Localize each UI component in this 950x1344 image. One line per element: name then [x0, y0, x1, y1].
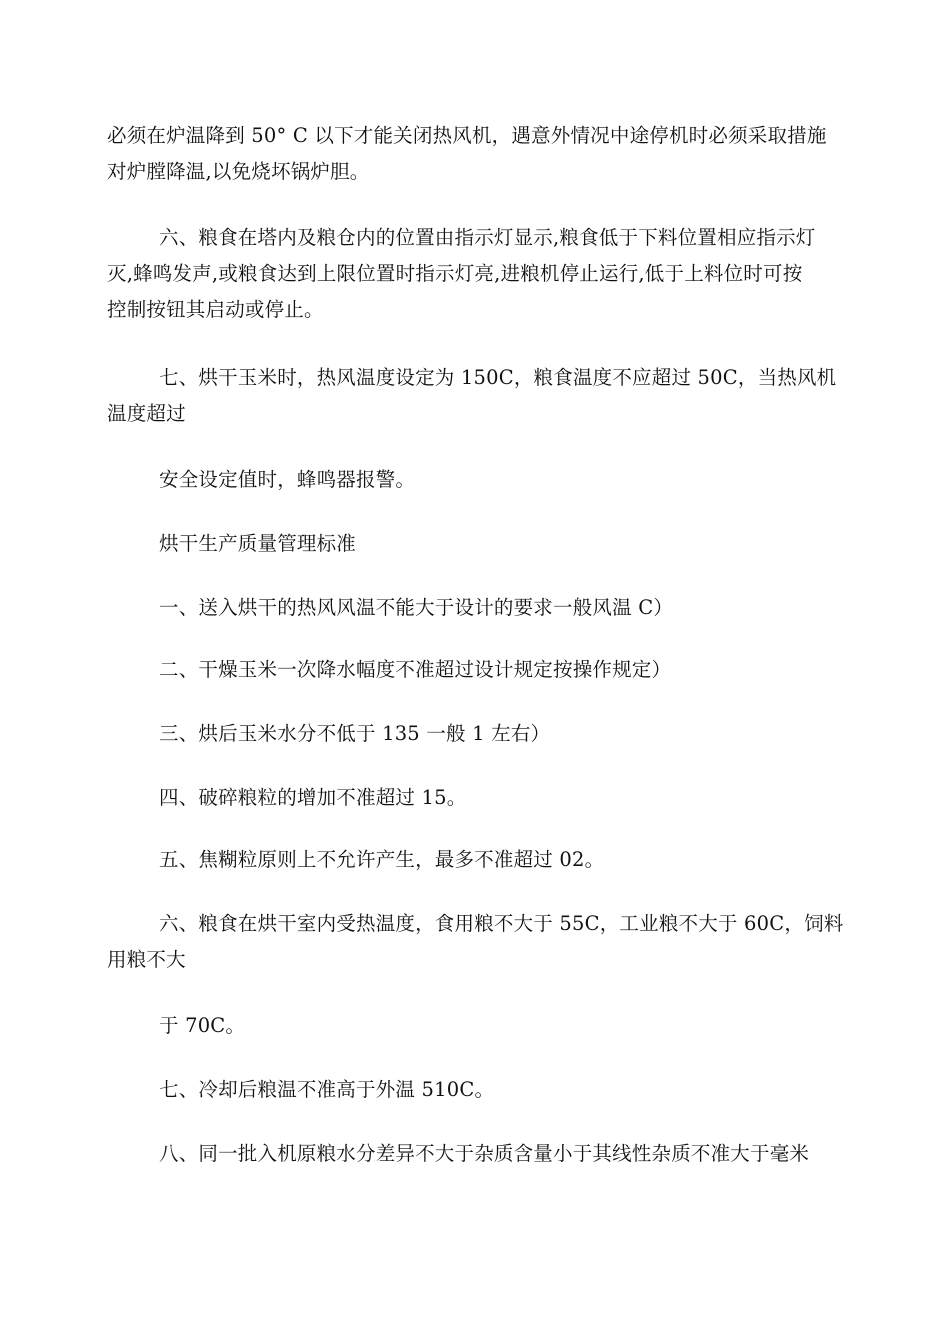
- text-line: 必须在炉温降到 50° C 以下才能关闭热风机，遇意外情况中途停机时必须采取措施: [107, 124, 827, 147]
- text-line: 烘干生产质量管理标准: [159, 532, 357, 555]
- standard-item-7: [107, 1072, 842, 1108]
- text-line: 灭,蜂鸣发声,或粮食达到上限位置时指示灯亮,进粮机停止运行,低于上料位时可按: [107, 262, 803, 285]
- standard-item-4: [107, 780, 842, 816]
- text-line: 三、烘后玉米水分不低于 135 一般 1 左右）: [159, 722, 551, 745]
- text-line: 一、送入烘干的热风风温不能大于设计的要求一般风温 C）: [159, 596, 674, 619]
- text-line: 四、破碎粮粒的增加不准超过 15。: [159, 786, 467, 809]
- standard-item-6: [107, 906, 842, 978]
- paragraph-corn-drying-temperature: [107, 360, 842, 432]
- text-line: 七、冷却后粮温不准高于外温 510C。: [159, 1078, 495, 1101]
- standard-item-1: [107, 590, 842, 626]
- paragraph-shutdown-temperature: [107, 118, 842, 190]
- text-line: 五、焦糊粒原则上不允许产生，最多不准超过 02。: [159, 848, 605, 871]
- text-line: 于 70C。: [159, 1014, 246, 1037]
- paragraph-alarm: [107, 462, 842, 498]
- text-line: 二、干燥玉米一次降水幅度不准超过设计规定按操作规定）: [159, 658, 672, 681]
- text-line: 六、粮食在塔内及粮仓内的位置由指示灯显示,粮食低于下料位置相应指示灯: [159, 226, 816, 249]
- text-line: 六、粮食在烘干室内受热温度，食用粮不大于 55C，工业粮不大于 60C，饲料: [159, 912, 844, 935]
- standard-item-5: [107, 842, 842, 878]
- text-line: 七、烘干玉米时，热风温度设定为 150C，粮食温度不应超过 50C，当热风机: [159, 366, 837, 389]
- section-heading-quality-standard: [107, 526, 842, 562]
- standard-item-2: [107, 652, 842, 688]
- text-line: 对炉膛降温,以免烧坏锅炉胆。: [107, 160, 370, 183]
- text-line: 用粮不大: [107, 948, 186, 971]
- text-line: 控制按钮其启动或停止。: [107, 298, 324, 321]
- standard-item-8: [107, 1136, 842, 1172]
- text-line: 温度超过: [107, 402, 186, 425]
- text-line: 八、同一批入机原粮水分差异不大于杂质含量小于其线性杂质不准大于毫米: [159, 1142, 810, 1165]
- text-line: 安全设定值时，蜂鸣器报警。: [159, 468, 416, 491]
- standard-item-3: [107, 716, 842, 752]
- paragraph-indicator-lights: [107, 220, 842, 328]
- standard-item-6-continuation: [107, 1008, 842, 1044]
